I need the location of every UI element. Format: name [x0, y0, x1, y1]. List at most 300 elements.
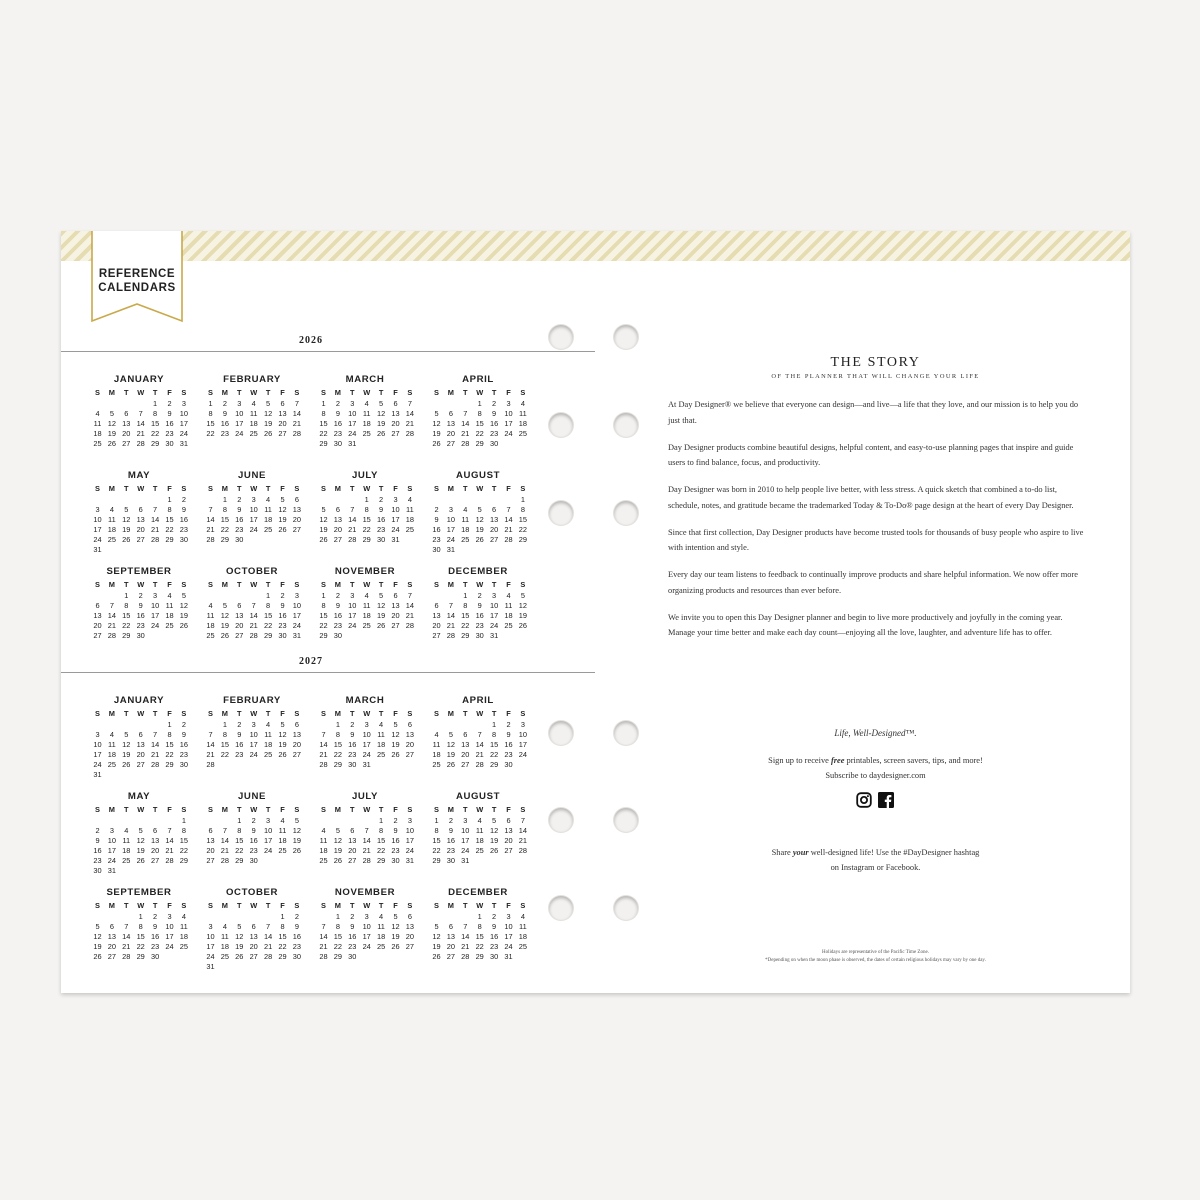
weekday-header: S [181, 484, 187, 493]
binder-hole [614, 325, 638, 349]
share-line-2: on Instagram or Facebook. [830, 863, 921, 872]
day-cell: 14 [518, 826, 527, 835]
weekday-header: S [208, 901, 213, 910]
month-calendar [430, 374, 526, 464]
day-cell: 28 [446, 631, 455, 640]
day-cell: 2 [251, 816, 256, 825]
day-cell: 19 [179, 611, 188, 620]
day-cell: 10 [362, 730, 371, 739]
day-cell: 2 [492, 399, 497, 408]
day-cell: 20 [136, 525, 145, 534]
weekday-header: T [350, 484, 355, 493]
day-cell: 16 [504, 740, 513, 749]
month-calendar [317, 695, 413, 785]
section-tab-label [91, 267, 183, 295]
day-cell: 16 [446, 836, 455, 845]
day-cell: 25 [362, 621, 371, 630]
day-cell: 7 [167, 826, 172, 835]
day-cell: 9 [335, 409, 340, 418]
day-cell: 20 [292, 515, 301, 524]
day-cell: 17 [206, 942, 215, 951]
day-cell: 13 [278, 409, 287, 418]
day-cell: 15 [333, 740, 342, 749]
section-tab-line2: CALENDARS [98, 282, 176, 294]
month-calendar [91, 566, 187, 656]
weekday-header: S [434, 805, 439, 814]
weekday-header: S [208, 388, 213, 397]
day-cell: 25 [518, 429, 527, 438]
day-cell: 11 [165, 601, 174, 610]
day-cell: 7 [448, 601, 453, 610]
weekday-header: S [294, 484, 300, 493]
weekday-header: T [237, 484, 242, 493]
day-cell: 3 [407, 816, 412, 825]
day-cell: 21 [165, 846, 174, 855]
day-cell: 26 [376, 621, 386, 630]
month-calendar [91, 695, 187, 785]
day-cell: 27 [446, 439, 455, 448]
day-cell: 28 [362, 856, 371, 865]
day-cell: 22 [489, 750, 499, 759]
weekday-header: T [152, 901, 158, 910]
day-cell: 26 [489, 846, 499, 855]
day-cell: 26 [179, 621, 188, 630]
day-cell: 14 [150, 515, 160, 524]
day-cell: 25 [263, 750, 273, 759]
day-cell: 21 [107, 621, 116, 630]
day-cell: 18 [319, 846, 328, 855]
day-cell: 30 [165, 439, 174, 448]
weekday-header: M [334, 580, 341, 589]
day-cell: 24 [165, 942, 174, 951]
day-cell: 31 [292, 631, 301, 640]
day-cell: 21 [319, 942, 328, 951]
day-cell: 14 [362, 836, 371, 845]
day-cell: 13 [489, 515, 499, 524]
day-cell: 7 [294, 399, 299, 408]
day-cell: 21 [446, 621, 455, 630]
day-cell: 18 [475, 836, 484, 845]
day-cell: 23 [179, 525, 188, 534]
day-cell: 27 [93, 631, 102, 640]
day-cell: 17 [504, 932, 513, 941]
weekday-header: T [124, 484, 129, 493]
day-cell: 6 [350, 826, 355, 835]
weekday-header: M [108, 484, 115, 493]
day-cell: 8 [364, 505, 369, 514]
day-cell: 16 [278, 611, 287, 620]
binder-hole [614, 721, 638, 745]
day-cell: 19 [263, 419, 273, 428]
day-cell: 1 [124, 591, 129, 600]
header-stripe [61, 231, 1130, 261]
day-cell: 12 [107, 419, 116, 428]
weekday-header: F [167, 901, 172, 910]
weekday-header: T [124, 805, 129, 814]
story-body [668, 397, 1088, 652]
month-title: SEPTEMBER [106, 566, 172, 577]
day-cell: 16 [475, 611, 484, 620]
day-cell: 9 [379, 505, 384, 514]
day-cell: 13 [461, 740, 470, 749]
day-cell: 13 [136, 740, 145, 749]
day-cell: 14 [475, 740, 484, 749]
day-cell: 15 [333, 932, 342, 941]
day-cell: 11 [264, 505, 272, 514]
weekday-header: F [506, 388, 511, 397]
day-cell: 22 [319, 621, 328, 630]
weekday-header: M [334, 484, 341, 493]
day-cell: 24 [489, 621, 499, 630]
month-title: NOVEMBER [334, 566, 396, 577]
weekday-header: W [476, 388, 484, 397]
subscribe-line: Subscribe to daydesigner.com [825, 771, 926, 780]
day-cell: 20 [249, 942, 258, 951]
day-cell: 26 [292, 846, 301, 855]
day-cell: 25 [93, 439, 102, 448]
day-cell: 27 [446, 952, 455, 961]
day-cell: 4 [364, 399, 369, 408]
day-cell: 24 [504, 942, 513, 951]
day-cell: 16 [136, 611, 145, 620]
weekday-header: T [237, 709, 242, 718]
day-cell: 13 [504, 826, 513, 835]
day-cell: 13 [150, 836, 160, 845]
day-cell: 24 [150, 621, 160, 630]
day-cell: 28 [405, 621, 414, 630]
day-cell: 25 [107, 535, 116, 544]
day-cell: 15 [220, 515, 229, 524]
day-cell: 15 [206, 419, 215, 428]
day-cell: 16 [292, 932, 301, 941]
day-cell: 2 [222, 399, 227, 408]
weekday-header: S [407, 805, 413, 814]
month-calendar [204, 566, 300, 656]
day-cell: 27 [107, 952, 116, 961]
day-cell: 28 [150, 535, 160, 544]
day-cell: 30 [376, 535, 386, 544]
day-cell: 12 [278, 505, 287, 514]
day-cell: 14 [136, 419, 145, 428]
day-cell: 5 [237, 922, 242, 931]
day-cell: 22 [319, 429, 328, 438]
day-cell: 3 [109, 826, 114, 835]
day-cell: 5 [448, 730, 453, 739]
day-cell: 6 [138, 505, 143, 514]
day-cell: 11 [519, 409, 527, 418]
day-cell: 6 [448, 409, 453, 418]
day-cell: 24 [391, 525, 400, 534]
weekday-header: W [476, 901, 484, 910]
day-cell: 2 [280, 591, 285, 600]
day-cell: 4 [167, 591, 172, 600]
day-cell: 30 [249, 856, 258, 865]
day-cell: 6 [393, 591, 398, 600]
day-cell: 13 [206, 836, 215, 845]
day-cell: 11 [406, 505, 414, 514]
day-cell: 21 [405, 611, 414, 620]
day-cell: 9 [434, 515, 439, 524]
day-cell: 20 [235, 621, 244, 630]
day-cell: 12 [319, 515, 328, 524]
day-cell: 22 [220, 750, 229, 759]
weekday-header: W [476, 484, 484, 493]
day-cell: 25 [376, 942, 386, 951]
weekday-header: T [152, 388, 158, 397]
month-calendar [91, 887, 187, 977]
day-cell: 13 [348, 836, 357, 845]
day-cell: 8 [463, 601, 468, 610]
day-cell: 18 [122, 846, 131, 855]
day-cell: 27 [249, 952, 258, 961]
day-cell: 26 [391, 942, 400, 951]
day-cell: 14 [107, 611, 116, 620]
day-cell: 4 [251, 399, 256, 408]
day-cell: 5 [222, 601, 227, 610]
weekday-header: W [137, 805, 145, 814]
day-cell: 14 [504, 515, 513, 524]
day-cell: 30 [348, 760, 357, 769]
day-cell: 19 [107, 429, 116, 438]
day-cell: 1 [138, 912, 143, 921]
weekday-header: S [321, 580, 326, 589]
day-cell: 10 [348, 409, 357, 418]
day-cell: 25 [518, 942, 527, 951]
day-cell: 14 [220, 836, 229, 845]
day-cell: 28 [292, 429, 301, 438]
day-cell: 22 [333, 750, 342, 759]
day-cell: 24 [461, 846, 470, 855]
day-cell: 16 [333, 611, 342, 620]
day-cell: 2 [294, 912, 299, 921]
weekday-header: M [447, 805, 454, 814]
day-cell: 11 [221, 932, 229, 941]
month-title: NOVEMBER [334, 887, 396, 898]
day-cell: 5 [321, 505, 326, 514]
day-cell: 15 [278, 932, 287, 941]
day-cell: 10 [150, 601, 160, 610]
day-cell: 24 [179, 429, 188, 438]
day-cell: 19 [391, 740, 400, 749]
day-cell: 31 [405, 856, 414, 865]
day-cell: 24 [249, 525, 258, 534]
day-cell: 8 [477, 409, 482, 418]
year-divider [61, 351, 595, 352]
day-cell: 14 [319, 932, 328, 941]
day-cell: 4 [477, 816, 482, 825]
day-cell: 20 [348, 846, 357, 855]
weekday-header: T [378, 580, 384, 589]
day-cell: 16 [333, 419, 342, 428]
weekday-header: F [506, 709, 511, 718]
day-cell: 4 [266, 495, 271, 504]
day-cell: 8 [222, 505, 227, 514]
day-cell: 20 [122, 429, 131, 438]
day-cell: 13 [292, 505, 301, 514]
day-cell: 10 [165, 922, 174, 931]
day-cell: 30 [179, 760, 188, 769]
weekday-header: F [506, 580, 511, 589]
day-cell: 15 [475, 932, 484, 941]
day-cell: 11 [93, 419, 102, 428]
day-cell: 23 [348, 942, 357, 951]
weekday-header: S [434, 388, 439, 397]
day-cell: 7 [251, 601, 256, 610]
day-cell: 12 [489, 826, 499, 835]
weekday-header: M [108, 901, 115, 910]
day-cell: 7 [321, 922, 326, 931]
day-cell: 9 [335, 601, 340, 610]
day-cell: 4 [379, 720, 384, 729]
weekday-header: T [491, 901, 497, 910]
facebook-icon[interactable] [878, 792, 894, 808]
day-cell: 3 [251, 720, 256, 729]
day-cell: 15 [489, 740, 499, 749]
day-cell: 2 [379, 495, 384, 504]
day-cell: 20 [136, 750, 145, 759]
day-cell: 22 [165, 750, 174, 759]
day-cell: 20 [432, 621, 441, 630]
day-cell: 17 [405, 836, 414, 845]
day-cell: 30 [179, 535, 188, 544]
day-cell: 2 [95, 826, 100, 835]
day-cell: 22 [263, 621, 273, 630]
month-title: SEPTEMBER [106, 887, 172, 898]
day-cell: 29 [475, 439, 484, 448]
day-cell: 24 [405, 846, 414, 855]
day-cell: 28 [136, 439, 145, 448]
day-cell: 26 [278, 750, 287, 759]
day-cell: 12 [376, 601, 386, 610]
day-cell: 2 [448, 816, 453, 825]
weekday-header: S [407, 388, 413, 397]
day-cell: 15 [518, 515, 527, 524]
day-cell: 17 [518, 740, 527, 749]
day-cell: 8 [237, 826, 242, 835]
day-cell: 30 [489, 439, 499, 448]
year-divider [61, 672, 595, 673]
weekday-header: W [476, 580, 484, 589]
day-cell: 23 [136, 621, 145, 630]
weekday-header: S [181, 388, 187, 397]
weekday-header: M [447, 901, 454, 910]
day-cell: 27 [292, 750, 301, 759]
year-label-2026: 2026 [299, 335, 323, 346]
day-cell: 19 [391, 932, 400, 941]
day-cell: 8 [280, 922, 285, 931]
weekday-header: M [447, 388, 454, 397]
story-subtitle: OF THE PLANNER THAT WILL CHANGE YOUR LIFE [771, 373, 980, 380]
weekday-header: T [265, 580, 271, 589]
day-cell: 20 [405, 740, 414, 749]
binder-hole [549, 325, 573, 349]
day-cell: 25 [362, 429, 371, 438]
day-cell: 29 [235, 856, 244, 865]
binder-hole [614, 808, 638, 832]
day-cell: 11 [377, 730, 385, 739]
day-cell: 5 [138, 826, 143, 835]
day-cell: 23 [278, 621, 287, 630]
month-title: JUNE [238, 470, 266, 481]
weekday-header: S [434, 484, 439, 493]
day-cell: 5 [434, 409, 439, 418]
day-cell: 13 [391, 409, 400, 418]
day-cell: 18 [362, 611, 371, 620]
weekday-header: M [221, 580, 228, 589]
day-cell: 3 [463, 816, 468, 825]
weekday-header: M [334, 901, 341, 910]
weekday-header: W [363, 709, 371, 718]
day-cell: 25 [107, 760, 116, 769]
weekday-header: M [108, 580, 115, 589]
day-cell: 3 [153, 591, 158, 600]
day-cell: 4 [520, 912, 525, 921]
day-cell: 20 [446, 942, 455, 951]
day-cell: 8 [520, 505, 525, 514]
binder-hole [549, 501, 573, 525]
day-cell: 24 [518, 750, 527, 759]
day-cell: 27 [278, 429, 287, 438]
weekday-header: T [378, 388, 384, 397]
day-cell: 12 [518, 601, 527, 610]
day-cell: 11 [504, 601, 513, 610]
day-cell: 13 [432, 611, 441, 620]
day-cell: 8 [379, 826, 384, 835]
day-cell: 30 [292, 952, 301, 961]
weekday-header: M [334, 805, 341, 814]
day-cell: 1 [167, 495, 172, 504]
day-cell: 19 [376, 611, 386, 620]
day-cell: 6 [294, 720, 299, 729]
day-cell: 12 [263, 409, 273, 418]
day-cell: 5 [124, 730, 129, 739]
day-cell: 1 [237, 816, 242, 825]
month-title: AUGUST [455, 791, 501, 802]
day-cell: 29 [165, 760, 174, 769]
weekday-header: T [237, 580, 242, 589]
day-cell: 13 [107, 932, 116, 941]
day-cell: 29 [319, 631, 328, 640]
day-cell: 28 [165, 856, 174, 865]
day-cell: 29 [362, 535, 371, 544]
instagram-icon[interactable] [856, 792, 872, 808]
day-cell: 10 [292, 601, 301, 610]
weekday-header: W [363, 580, 371, 589]
day-cell: 31 [461, 856, 470, 865]
day-cell: 10 [461, 826, 470, 835]
day-cell: 26 [278, 525, 287, 534]
day-cell: 12 [446, 740, 455, 749]
day-cell: 8 [222, 730, 227, 739]
day-cell: 19 [432, 429, 441, 438]
day-cell: 9 [492, 409, 497, 418]
weekday-header: F [167, 805, 172, 814]
day-cell: 25 [461, 535, 470, 544]
day-cell: 28 [150, 760, 160, 769]
month-calendar [204, 374, 300, 464]
footnote: *Depending on when the moon phase is observed, the dates of certain religious holidays may vary by one day. [765, 958, 986, 963]
day-cell: 3 [294, 591, 299, 600]
weekday-header: T [463, 484, 468, 493]
weekday-header: W [137, 580, 145, 589]
day-cell: 26 [263, 429, 273, 438]
day-cell: 31 [206, 962, 215, 971]
day-cell: 18 [220, 942, 229, 951]
day-cell: 8 [167, 505, 172, 514]
weekday-header: S [434, 709, 439, 718]
day-cell: 6 [407, 720, 412, 729]
day-cell: 7 [124, 922, 129, 931]
